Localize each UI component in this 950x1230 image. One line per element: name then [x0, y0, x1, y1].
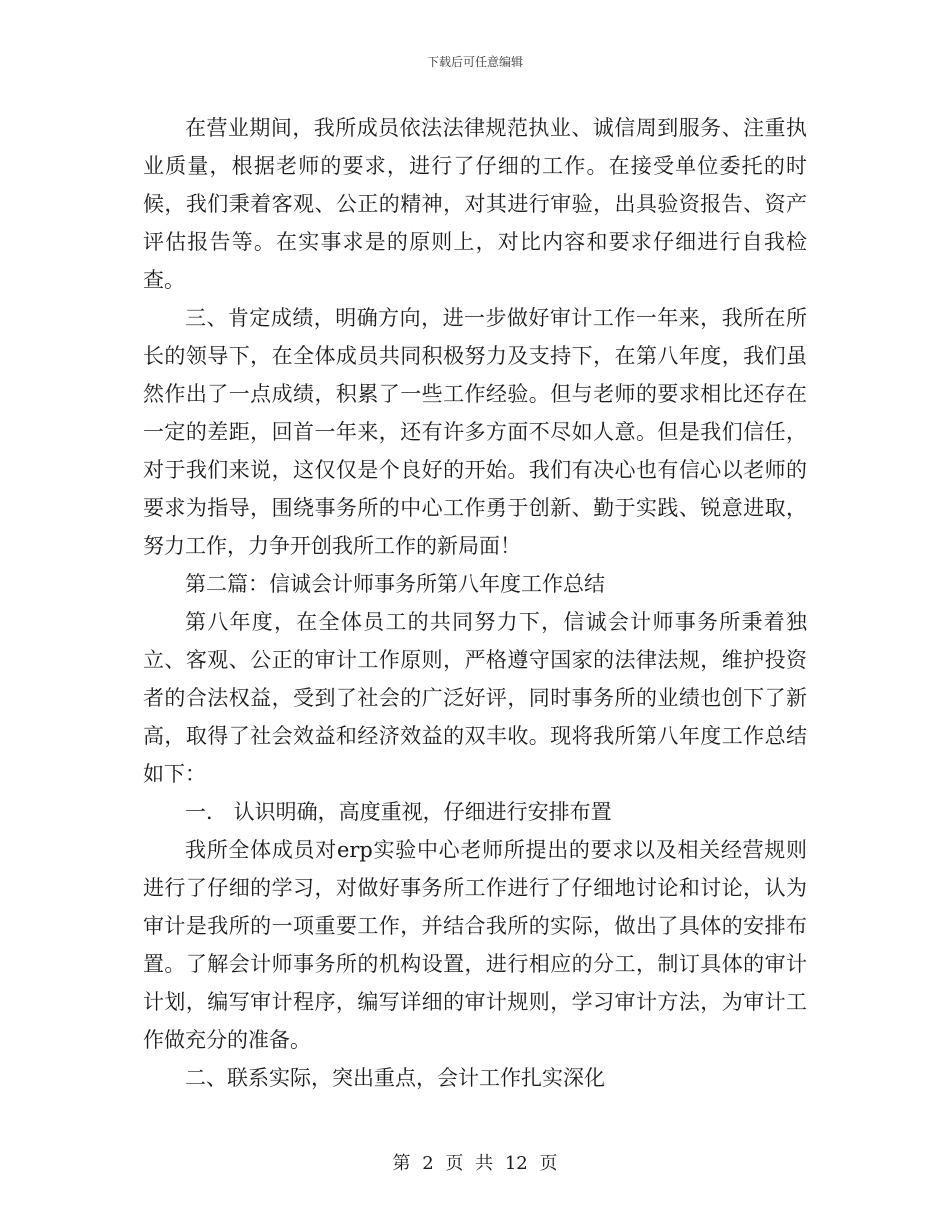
- paragraph-year-eight-intro: 第八年度，在全体员工的共同努力下，信诚会计师事务所秉着独立、客观、公正的审计工作原则，严格遵守国家的法律法规，维护投资者的合法权益，受到了社会的广泛好评，同时事务所的业绩也创下了新高，取得了社会效益和经济效益的双丰收。现将我所第八年度工作总结如下：: [143, 610, 807, 786]
- chapter-two-title: 第二篇：信诚会计师事务所第八年度工作总结: [185, 572, 605, 596]
- page-number-footer: 第 2 页 共 12 页: [392, 1153, 558, 1174]
- section-one-heading: 一． 认识明确，高度重视，仔细进行安排布置: [185, 800, 612, 824]
- paragraph-business-period: 在营业期间，我所成员依法法律规范执业、诚信周到服务、注重执业质量，根据老师的要求，进行了仔细的工作。在接受单位委托的时候，我们秉着客观、公正的精神，对其进行审验，出具验资报告、资产评估报告等。在实事求是的原则上，对比内容和要求仔细进行自我检查。: [143, 116, 807, 292]
- paragraph-section-three: 三、肯定成绩，明确方向，进一步做好审计工作一年来，我所在所长的领导下，在全体成员共同积极努力及支持下，在第八年度，我们虽然作出了一点成绩，积累了一些工作经验。但与老师的要求相比还存在一定的差距，回首一年来，还有许多方面不尽如人意。但是我们信任，对于我们来说，这仅仅是个良好的开始。我们有决心也有信心以老师的要求为指导，围绕事务所的中心工作勇于创新、勤于实践、锐意进取，努力工作，力争开创我所工作的新局面！: [143, 306, 807, 558]
- paragraph-study-rules: 我所全体成员对erp实验中心老师所提出的要求以及相关经营规则进行了仔细的学习，对做好事务所工作进行了仔细地讨论和讨论，认为审计是我所的一项重要工作，并结合我所的实际，做出了具体的安排布置。了解会计师事务所的机构设置，进行相应的分工，制订具体的审计计划，编写审计程序，编写详细的审计规则，学习审计方法，为审计工作做充分的准备。: [143, 838, 807, 1052]
- document-body: [143, 109, 807, 1097]
- page-header-note: 下载后可任意编辑: [426, 55, 523, 69]
- section-two-heading: 二、联系实际，突出重点，会计工作扎实深化: [185, 1066, 605, 1090]
